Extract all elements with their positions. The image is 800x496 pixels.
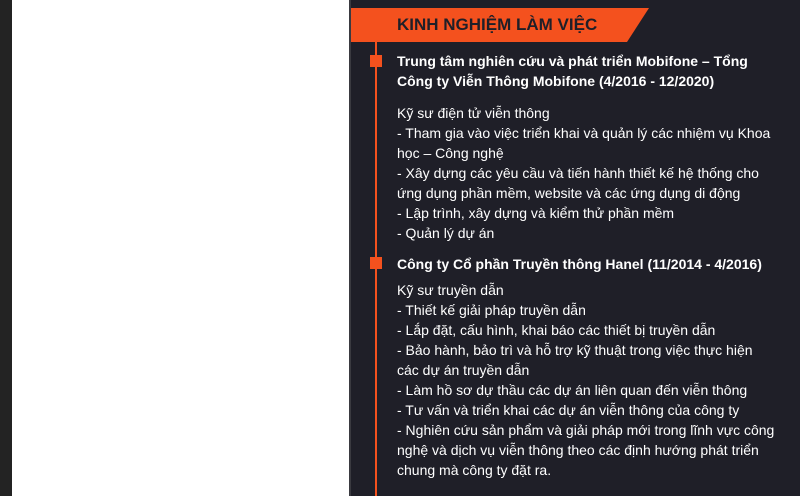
duty-item: - Lập trình, xây dựng và kiểm thử phần mềm [397,205,675,221]
blank-left-panel [12,0,349,496]
duty-item: - Quản lý dự án [397,225,495,241]
job-title: Trung tâm nghiên cứu và phát triển Mobifone – Tổng Công ty Viễn Thông Mobifone (4/2016 - 12/2020) [397,53,748,89]
section-title: KINH NGHIỆM LÀM VIỆC [397,15,598,34]
duty-item: - Xây dựng các yêu cầu và tiến hành thiết kế hệ thống cho ứng dụng phần mềm, website và các ứng dụng di động [397,165,759,201]
duty-item: - Nghiên cứu sản phẩm và giải pháp mới trong lĩnh vực công nghệ và dịch vụ viễn thông theo các định hướng phát triển chung mà công ty đặt ra. [397,422,775,478]
duty-item: - Làm hồ sơ dự thầu các dự án liên quan đến viễn thông [397,382,748,398]
left-edge-strip [0,0,12,496]
timeline-line-1 [375,42,377,260]
timeline-marker-1 [370,55,382,67]
duty-item: - Lắp đặt, cấu hình, khai báo các thiết bị truyền dẫn [397,322,716,338]
experience-entry-2 [397,254,775,480]
timeline-marker-2 [370,257,382,269]
duty-list [397,300,775,480]
duty-item: - Tham gia vào việc triển khai và quản lý các nhiệm vụ Khoa học – Công nghệ [397,125,771,161]
duty-item: - Tư vấn và triển khai các dự án viễn thông của công ty [397,402,740,418]
duty-item: - Thiết kế giải pháp truyền dẫn [397,302,586,318]
timeline-line-2 [375,260,377,496]
duty-item: - Bảo hành, bảo trì và hỗ trợ kỹ thuật trong việc thực hiện các dự án truyền dẫn [397,342,753,378]
duty-list [397,123,775,243]
job-role: Kỹ sư điện tử viễn thông [397,105,550,121]
job-role: Kỹ sư truyền dẫn [397,282,504,298]
experience-entry-1 [397,51,775,243]
job-title: Công ty Cổ phần Truyền thông Hanel (11/2014 - 4/2016) [397,256,762,272]
